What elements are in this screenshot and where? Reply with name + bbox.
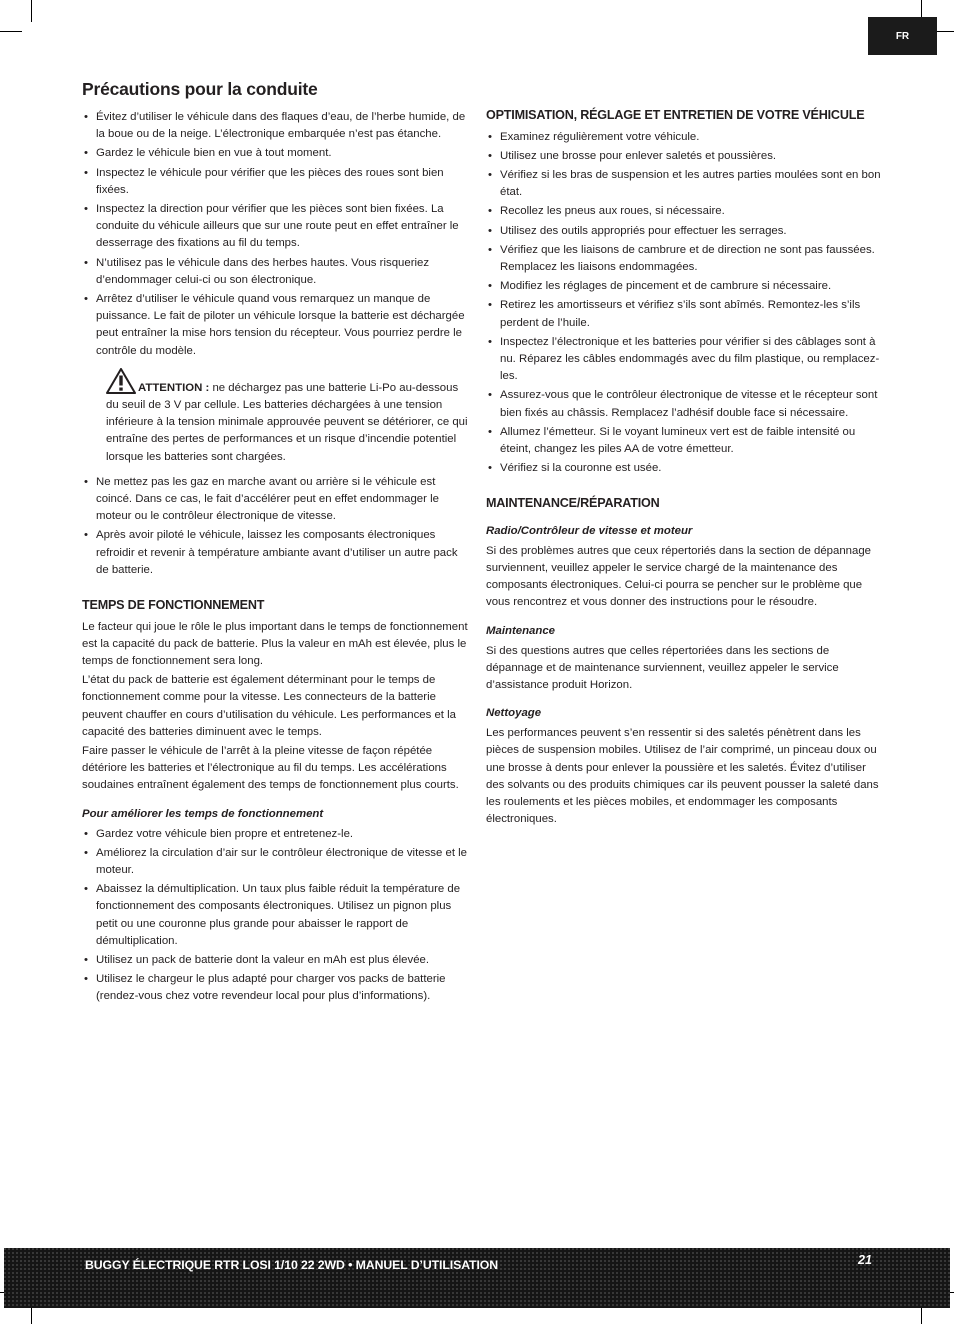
list-item: • Arrêtez d’utiliser le véhicule quand vous remarquez un manque de puissance. Le fait de piloter un véhicule lorsque la batterie est déchargée peut entraîner la mise hors tension du récepteur. Vous pourriez perdre le contrôle du modèle. (82, 291, 472, 360)
list-item: • Évitez d’utiliser le véhicule dans des flaques d’eau, de l’herbe humide, de la boue ou de la neige. L’électronique embarquée n’est pas étanche. (82, 109, 472, 143)
list-item: • Vérifiez si les bras de suspension et les autres parties moulées sont en bon état. (486, 167, 881, 201)
crop-mark (0, 31, 22, 32)
runtime-heading: TEMPS DE FONCTIONNEMENT (82, 598, 265, 613)
list-item: • Modifiez les réglages de pincement et de cambrure si nécessaire. (486, 278, 881, 295)
cleaning-heading: Nettoyage (486, 707, 542, 720)
improve-list (82, 826, 472, 1006)
list-item: • Recollez les pneus aux roues, si nécessaire. (486, 203, 881, 220)
optimisation-heading: OPTIMISATION, RÉGLAGE ET ENTRETIEN DE VOTRE VÉHICULE (486, 108, 865, 122)
improve-heading: Pour améliorer les temps de fonctionnement (82, 807, 324, 820)
warning-block (82, 368, 472, 466)
list-item: • Gardez votre véhicule bien propre et entretenez-le. (82, 826, 472, 843)
list-item: • Abaissez la démultiplication. Un taux plus faible réduit la température de fonctionnement des composants électroniques. Utilisez un pignon plus petit ou une couronne plus grande pour abaisser le rapport de démultiplication. (82, 881, 472, 950)
right-column (486, 106, 881, 831)
list-item: • N’utilisez pas le véhicule dans des herbes hautes. Vous risqueriez d’endommager celui-ci ou son électronique. (82, 255, 472, 289)
list-item: • Vérifiez que les liaisons de cambrure et de direction ne sont pas faussées. Remplacez les liaisons endommagées. (486, 242, 881, 276)
page-number: 21 (858, 1253, 872, 1267)
list-item: • Assurez-vous que le contrôleur électronique de vitesse et le récepteur sont bien fixés au châssis. Remplacez l’adhésif double face si nécessaire. (486, 387, 881, 421)
left-column (82, 78, 472, 1008)
list-item: • Inspectez le véhicule pour vérifier que les pièces des roues sont bien fixées. (82, 165, 472, 199)
list-item: • Utilisez le chargeur le plus adapté pour charger vos packs de batterie (rendez-vous chez votre revendeur local pour plus d’informations). (82, 971, 472, 1005)
list-item: • Vérifiez si la couronne est usée. (486, 460, 881, 477)
list-item: • Examinez régulièrement votre véhicule. (486, 129, 881, 146)
radio-heading: Radio/Contrôleur de vitesse et moteur (486, 524, 693, 537)
warning-triangle-icon (106, 368, 136, 394)
list-item: • Utilisez des outils appropriés pour effectuer les serrages. (486, 223, 881, 240)
list-item: • Après avoir piloté le véhicule, laissez les composants électroniques refroidir et revenir à température ambiante avant d’utiliser un autre pack de batterie. (82, 527, 472, 579)
paragraph: Si des questions autres que celles répertoriées dans les sections de dépannage et de maintenance surviennent, veuillez appeler le service d’assistance produit Horizon. (486, 644, 839, 692)
precautions-list (82, 109, 472, 360)
list-item: • Retirez les amortisseurs et vérifiez s’ils sont abîmés. Remontez-les s’ils perdent de l’huile. (486, 297, 881, 331)
list-item: • Utilisez une brosse pour enlever saletés et poussières. (486, 148, 881, 165)
maintenance-heading: MAINTENANCE/RÉPARATION (486, 496, 660, 511)
list-item: • Gardez le véhicule bien en vue à tout moment. (82, 145, 472, 162)
list-item: • Allumez l’émetteur. Si le voyant lumineux vert est de faible intensité ou éteint, changez les piles AA de votre émetteur. (486, 424, 881, 458)
list-item: • Ne mettez pas les gaz en marche avant ou arrière si le véhicule est coincé. Dans ce cas, le fait d’accélérer peut en effet endommager le moteur ou le contrôleur électronique de vitesse. (82, 474, 472, 526)
list-item: • Améliorez la circulation d’air sur le contrôleur électronique de vitesse et le moteur. (82, 845, 472, 879)
footer-title: BUGGY ÉLECTRIQUE RTR LOSI 1/10 22 2WD • MANUEL D’UTILISATION (85, 1258, 499, 1272)
list-item: • Inspectez l’électronique et les batteries pour vérifier si des câblages sont à nu. Réparez les câbles endommagés avec du film plastique, ou remplacez-les. (486, 334, 881, 386)
language-tab: FR (868, 17, 937, 55)
list-item: • Inspectez la direction pour vérifier que les pièces sont bien fixées. La conduite du véhicule ailleurs que sur une route peut en effet entraîner le desserrage des fixations au fil du temps. (82, 201, 472, 253)
paragraph: L’état du pack de batterie est également déterminant pour le temps de fonctionnement comme pour la vitesse. Les connecteurs de la batterie peuvent chauffer en cours d’utilisation du véhicule. Les performances et la capacité des batteries diminuent avec le temps. (82, 674, 457, 738)
list-item: • Utilisez un pack de batterie dont la valeur en mAh est plus élevée. (82, 952, 472, 969)
paragraph: Les performances peuvent s’en ressentir si des saletés pénètrent dans les pièces de suspension mobiles. Utilisez de l’air comprimé, un pinceau doux ou une brosse à dents pour enlever la poussière et les saletés. Évitez d’utiliser des solvants ou des produits chimiques car ils peuvent pousser la saleté dans les roulements et les pièces mobiles, et endommager les composants électroniques. (486, 727, 879, 826)
footer-bar (4, 1248, 950, 1308)
precautions-list-2 (82, 474, 472, 579)
optimisation-list (486, 129, 881, 478)
page-title: Précautions pour la conduite (82, 79, 318, 99)
paragraph: Le facteur qui joue le rôle le plus important dans le temps de fonctionnement est la capacité du pack de batterie. Plus la valeur en mAh est élevée, plus le temps de fonctionnement sera long. (82, 620, 468, 667)
crop-mark (31, 0, 32, 22)
paragraph: Faire passer le véhicule de l’arrêt à la pleine vitesse de façon répétée détériore les batteries et l’électronique au fil du temps. Les accélérations soudaines entraînent également des temps de fonctionnement plus courts. (82, 745, 459, 792)
warning-text: ne déchargez pas une batterie Li-Po au-dessous du seuil de 3 V par cellule. Les batteries déchargées à une tension inférieure à la tension minimale approuvée peuvent se détériorer, ce qui entraîne des pertes de performances et un risque d’incendie potentiel lorsque les batteries sont chargées. (106, 381, 468, 463)
paragraph: Si des problèmes autres que ceux répertoriés dans la section de dépannage surviennent, veuillez appeler le service chargé de la maintenance des composants électroniques. Celui-ci pourra se pencher sur le problème que vous rencontrez et vous donner des instructions pour le résoudre. (486, 544, 871, 609)
maintenance-subheading: Maintenance (486, 624, 555, 637)
warning-label: ATTENTION : (138, 381, 210, 394)
